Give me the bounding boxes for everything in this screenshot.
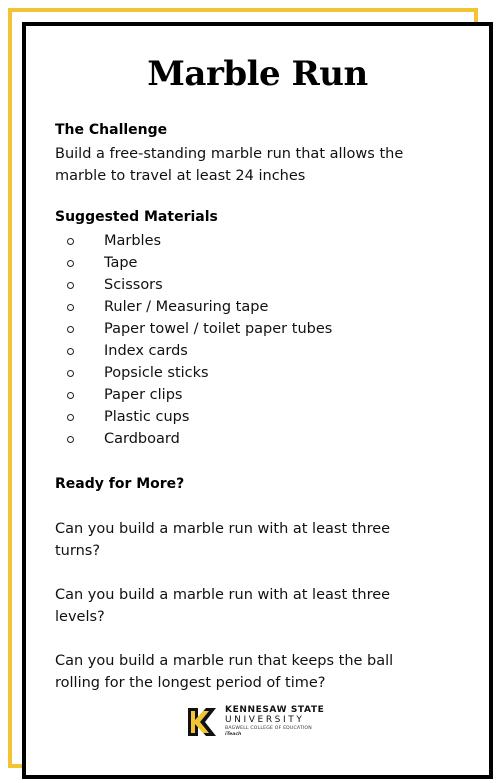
list-item-label: Cardboard [104, 431, 180, 447]
list-item [55, 340, 332, 362]
list-item [55, 406, 332, 428]
list-item [55, 274, 332, 296]
list-item-label: Plastic cups [104, 409, 190, 425]
logo-line: iTeach [225, 732, 242, 737]
question-line: rolling for the longest period of time? [55, 675, 326, 691]
bullet-icon [67, 282, 74, 289]
more-heading: Ready for More? [55, 476, 185, 492]
logo-text [225, 706, 324, 737]
challenge-text [55, 143, 435, 187]
challenge-heading: The Challenge [55, 122, 168, 138]
list-item-label: Index cards [104, 343, 188, 359]
bullet-icon [67, 370, 74, 377]
bullet-icon [67, 436, 74, 443]
challenge-line: marble to travel at least 24 inches [55, 168, 306, 184]
bullet-icon [67, 304, 74, 311]
question-line: Can you build a marble run with at least three [55, 521, 391, 537]
bullet-icon [67, 326, 74, 333]
question-1 [55, 518, 435, 562]
question-line: Can you build a marble run with at least three [55, 587, 391, 603]
page-title: Marble Run [147, 54, 368, 94]
challenge-line: Build a free-standing marble run that allows the [55, 146, 404, 162]
ksu-logo [185, 703, 335, 741]
logo-line: KENNESAW STATE [225, 705, 325, 716]
list-item [55, 428, 332, 450]
list-item-label: Paper towel / toilet paper tubes [104, 321, 333, 337]
bullet-icon [67, 260, 74, 267]
list-item-label: Ruler / Measuring tape [104, 299, 269, 315]
list-item [55, 230, 332, 252]
list-item-label: Popsicle sticks [104, 365, 209, 381]
question-line: levels? [55, 609, 105, 625]
list-item [55, 362, 332, 384]
question-line: Can you build a marble run that keeps the ball [55, 653, 394, 669]
question-line: turns? [55, 543, 101, 559]
materials-heading: Suggested Materials [55, 209, 218, 225]
list-item [55, 384, 332, 406]
list-item [55, 252, 332, 274]
ksu-emblem-icon [185, 705, 219, 739]
question-3 [55, 650, 435, 694]
logo-line: UNIVERSITY [225, 715, 305, 726]
logo-line: BAGWELL COLLEGE OF EDUCATION [225, 726, 312, 732]
list-item [55, 296, 332, 318]
question-2 [55, 584, 435, 628]
bullet-icon [67, 392, 74, 399]
bullet-icon [67, 238, 74, 245]
list-item-label: Marbles [104, 233, 162, 249]
list-item-label: Paper clips [104, 387, 183, 403]
list-item-label: Tape [104, 255, 138, 271]
list-item [55, 318, 332, 340]
bullet-icon [67, 414, 74, 421]
materials-list [55, 230, 332, 450]
bullet-icon [67, 348, 74, 355]
list-item-label: Scissors [104, 277, 163, 293]
